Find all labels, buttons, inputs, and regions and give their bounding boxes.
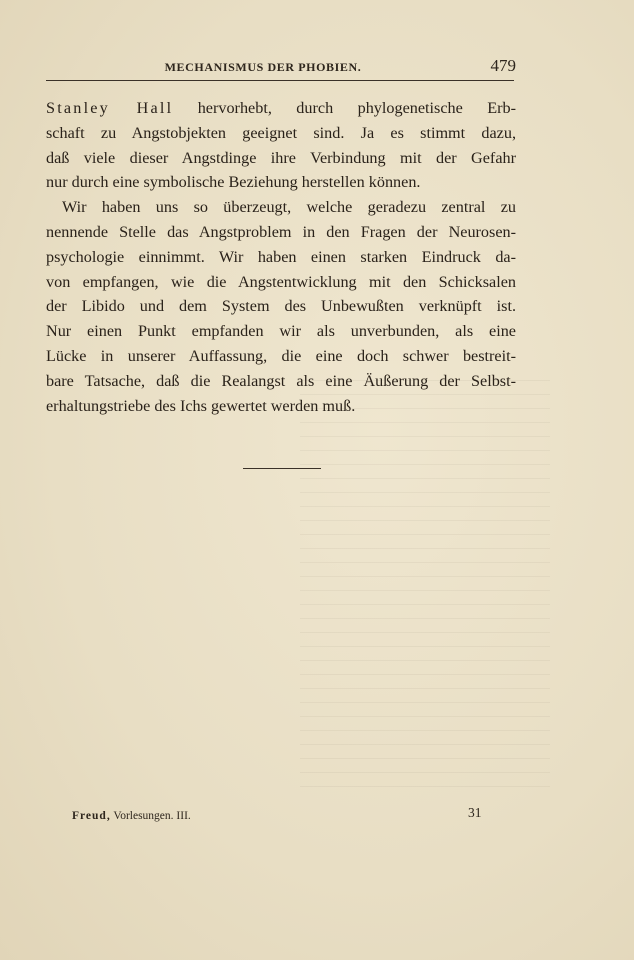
header-rule <box>46 80 514 81</box>
text-line: Nur einen Punkt empfanden wir als unverbunden, als eine <box>46 322 516 341</box>
text-line: erhaltungstriebe des Ichs gewertet werden muß. <box>46 396 356 415</box>
signature-mark: 31 <box>468 805 482 820</box>
text-line: nur durch eine symbolische Beziehung herstellen können. <box>46 173 421 192</box>
text-line: nennende Stelle das Angstproblem in den Fragen der Neurosen- <box>46 222 516 241</box>
text-line: daß viele dieser Angstdinge ihre Verbindung mit der Gefahr <box>46 148 516 167</box>
running-title: MECHANISMUS DER PHOBIEN. <box>164 60 362 74</box>
signature-line <box>72 810 191 822</box>
text-line: Lücke in unserer Auffassung, die eine doch schwer bestreit- <box>46 346 516 365</box>
text-line: der Libido und dem System des Unbewußten verknüpft ist. <box>46 297 516 316</box>
running-head <box>46 56 516 80</box>
text-line: bare Tatsache, daß die Realangst als eine Äußerung der Selbst- <box>46 371 516 390</box>
text-line: psychologie einnimmt. Wir haben einen starken Eindruck da- <box>46 247 516 266</box>
page-number: 479 <box>490 56 516 75</box>
text-line: Stanley Hall hervorhebt, durch phylogenetische Erb- <box>46 99 516 117</box>
text-line: schaft zu Angstobjekten geeignet sind. Ja es stimmt dazu, <box>46 123 516 142</box>
spaced-author-name: Stanley Hall <box>46 99 174 117</box>
show-through <box>300 380 550 800</box>
text-line: von empfangen, wie die Angstentwicklung mit den Schicksalen <box>46 272 516 291</box>
footer-work: Vorlesungen. III. <box>113 810 191 822</box>
end-rule <box>243 468 321 469</box>
footer-author: Freud, <box>72 810 111 822</box>
text-line: Wir haben uns so überzeugt, welche geradezu zentral zu <box>62 198 516 217</box>
body-text <box>46 96 516 418</box>
